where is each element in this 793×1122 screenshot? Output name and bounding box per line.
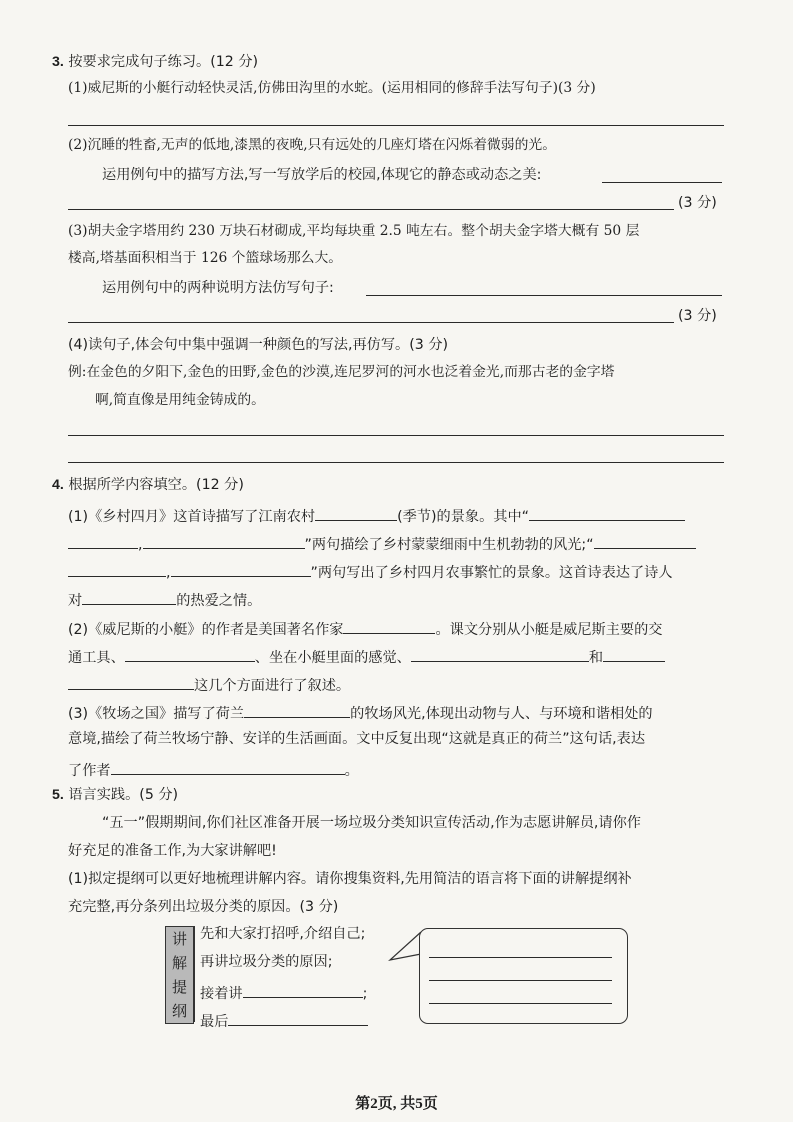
- reason-line-1[interactable]: [429, 957, 612, 958]
- outline-label-box: [165, 926, 194, 1024]
- q4-aspect-blank-3[interactable]: [603, 647, 665, 662]
- q3-part4: (4)读句子,体会句中集中强调一种颜色的写法,再仿写。(3 分): [68, 337, 449, 353]
- q4-poem-blank-4[interactable]: [594, 534, 696, 549]
- q3-part2-score: (3 分): [678, 195, 717, 211]
- outline-item-4-blank[interactable]: [228, 1011, 368, 1026]
- q4-part1-text-f: 的热爱之情。: [176, 593, 262, 609]
- q3-part3-answer-line-2[interactable]: [68, 322, 674, 323]
- outline-item-1: 先和大家打招呼,介绍自己;: [200, 926, 366, 942]
- q3-part2-answer-line-1[interactable]: [602, 182, 722, 183]
- q4-comma-1: ,: [138, 537, 143, 553]
- q3-part3-line2: 楼高,塔基面积相当于 126 个篮球场那么大。: [68, 250, 343, 266]
- q4-part1-text-c: ”两句描绘了乡村蒙蒙细雨中生机勃勃的风光;“: [304, 537, 594, 553]
- q4-part1-line4: [68, 590, 261, 608]
- q4-part1-text-e: 对: [68, 593, 83, 609]
- q4-poem-blank-1[interactable]: [529, 506, 685, 521]
- q3-part4-answer-line-2[interactable]: [68, 462, 724, 463]
- q4-part1-text-b: (季节)的景象。其中“: [397, 509, 530, 525]
- reason-line-3[interactable]: [429, 1003, 612, 1004]
- q4-poem-blank-5[interactable]: [68, 562, 166, 577]
- outline-item-3-blank[interactable]: [243, 983, 363, 998]
- page-footer: 第2页, 共5页: [355, 1096, 438, 1112]
- outline-item-2: 再讲垃圾分类的原因;: [200, 954, 333, 970]
- q4-part3-line2: 意境,描绘了荷兰牧场宁静、安详的生活画面。文中反复出现“这就是真正的荷兰”这句话,表达: [68, 731, 646, 747]
- q4-part2-text-c: 通工具、: [68, 650, 125, 666]
- q4-author-blank[interactable]: [343, 619, 435, 634]
- q4-part2-text-b: 。课文分别从小艇是威尼斯主要的交: [435, 622, 663, 638]
- q4-love-blank[interactable]: [82, 590, 176, 605]
- q5-title: 语言实践。(5 分): [68, 787, 179, 803]
- q4-season-blank[interactable]: [315, 506, 397, 521]
- q4-part1-line1: [68, 506, 685, 524]
- outline-label-char-2: 解: [171, 954, 187, 972]
- q4-comma-2: ,: [166, 565, 171, 581]
- callout-pointer: [388, 930, 422, 970]
- q3-part3-line1: (3)胡夫金字塔用约 230 万块石材砌成,平均每块重 2.5 吨左右。整个胡夫金字塔大概有 50 层: [68, 223, 640, 239]
- q4-part3-text-e: 。: [344, 763, 359, 779]
- q4-part2-line3: [68, 675, 350, 693]
- q3-part1-answer-line[interactable]: [68, 125, 724, 126]
- q4-part3-line3: [68, 760, 359, 778]
- q4-part3-text-a: (3)《牧场之国》描写了荷兰: [68, 706, 245, 722]
- q3-part2-answer-line-2[interactable]: [68, 209, 674, 210]
- q3-part4-example-line1: 例:在金色的夕阳下,金色的田野,金色的沙漠,连尼罗河的河水也泛着金光,而那古老的金字塔: [68, 364, 615, 380]
- reasons-box: [419, 928, 628, 1024]
- q4-part2-text-a: (2)《威尼斯的小艇》的作者是美国著名作家: [68, 622, 344, 638]
- reason-line-2[interactable]: [429, 980, 612, 981]
- q4-part1-text-a: (1)《乡村四月》这首诗描写了江南农村: [68, 509, 316, 525]
- q4-part3-text-b: 的牧场风光,体现出动物与人、与环境和谐相处的: [350, 706, 653, 722]
- q4-heading: [52, 478, 244, 492]
- q3-part3-score: (3 分): [678, 308, 717, 324]
- q4-aspect-blank-1[interactable]: [125, 647, 255, 662]
- q4-part2-text-f: 这几个方面进行了叙述。: [194, 678, 351, 694]
- q4-poem-blank-6[interactable]: [171, 562, 311, 577]
- outline-bracket: [194, 926, 195, 1022]
- q3-part4-answer-line-1[interactable]: [68, 435, 724, 436]
- outline-label-char-3: 提: [171, 978, 187, 996]
- q4-part3-text-d: 了作者: [68, 763, 111, 779]
- q3-number: 3.: [52, 54, 64, 70]
- q4-emotion-blank[interactable]: [111, 760, 345, 775]
- outline-label-char-4: 纲: [171, 1002, 187, 1020]
- q5-part1-line2: 充完整,再分条列出垃圾分类的原因。(3 分): [68, 899, 339, 915]
- q4-aspect-blank-2[interactable]: [411, 647, 589, 662]
- outline-item-3: [200, 983, 367, 1001]
- q4-part2-text-d: 、坐在小艇里面的感觉、: [254, 650, 411, 666]
- outline-label-char-1: 讲: [171, 930, 187, 948]
- q5-intro-line1: “五一”假期期间,你们社区准备开展一场垃圾分类知识宣传活动,作为志愿讲解员,请你作: [102, 815, 641, 831]
- q4-number: 4.: [52, 477, 64, 493]
- q3-heading: [52, 55, 258, 69]
- outline-item-3-prefix: 接着讲: [200, 986, 243, 1002]
- q4-part2-line2: [68, 647, 665, 665]
- q4-part2-line1: [68, 619, 663, 637]
- q4-poem-blank-2[interactable]: [68, 534, 138, 549]
- q5-heading: [52, 788, 178, 802]
- q3-part2-task-text: 运用例句中的描写方法,写一写放学后的校园,体现它的静态或动态之美:: [102, 167, 542, 183]
- outline-item-3-suffix: ;: [362, 986, 368, 1002]
- q4-part1-text-d: ”两句写出了乡村四月农事繁忙的景象。这首诗表达了诗人: [310, 565, 673, 581]
- outline-item-4: [200, 1011, 368, 1029]
- q3-title: 按要求完成句子练习。(12 分): [68, 54, 259, 70]
- q3-part3-answer-line-1[interactable]: [366, 295, 722, 296]
- q4-part1-line3: [68, 562, 673, 580]
- q3-part2: (2)沉睡的牲畜,无声的低地,漆黑的夜晚,只有远处的几座灯塔在闪烁着微弱的光。: [68, 137, 556, 153]
- q3-part3-task: 运用例句中的两种说明方法仿写句子:: [102, 280, 334, 296]
- q4-title: 根据所学内容填空。(12 分): [68, 477, 244, 493]
- q4-aspect-blank-4[interactable]: [68, 675, 194, 690]
- q4-poem-blank-3[interactable]: [143, 534, 305, 549]
- outline-item-4-prefix: 最后: [200, 1014, 229, 1030]
- q5-number: 5.: [52, 787, 64, 803]
- q3-part1: (1)威尼斯的小艇行动轻快灵活,仿佛田沟里的水蛇。(运用相同的修辞手法写句子)(3 分): [68, 80, 596, 96]
- q4-part3-line1: [68, 703, 653, 721]
- q3-part4-example-line2: 啊,简直像是用纯金铸成的。: [95, 392, 265, 408]
- q4-holland-blank[interactable]: [244, 703, 350, 718]
- q5-intro-line2: 好充足的准备工作,为大家讲解吧!: [68, 843, 277, 859]
- q4-part2-text-e: 和: [588, 650, 604, 666]
- q4-part1-line2: [68, 534, 696, 552]
- q5-part1-line1: (1)拟定提纲可以更好地梳理讲解内容。请你搜集资料,先用简洁的语言将下面的讲解提纲补: [68, 871, 632, 887]
- q3-part2-task: [102, 168, 541, 182]
